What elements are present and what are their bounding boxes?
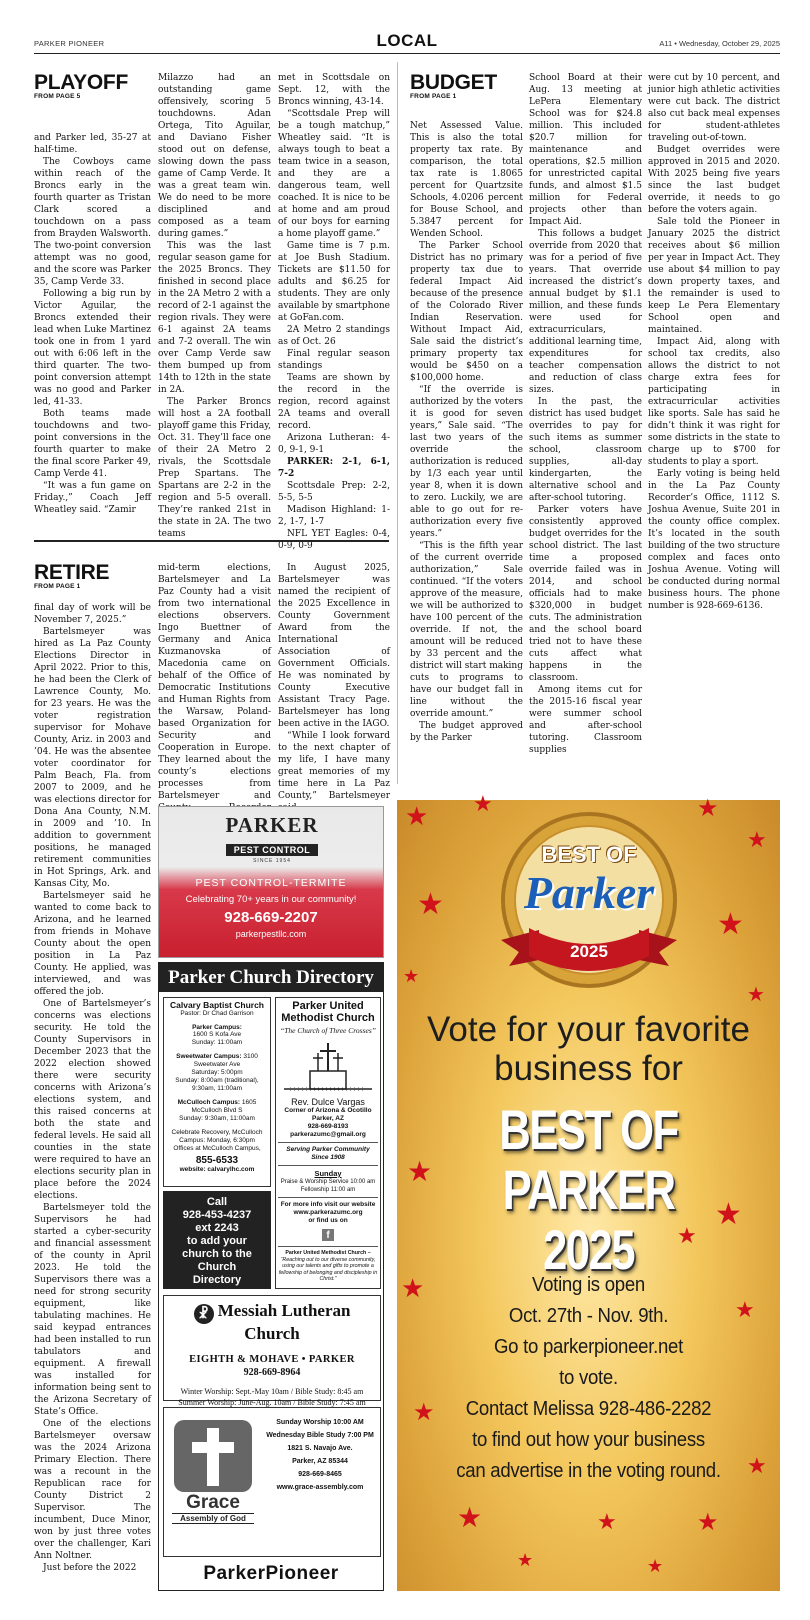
star-icon: ★ [401,1274,425,1304]
section-divider [34,540,389,542]
standings-row: Madison Highland: 1-2, 1-7, 1-7 [278,505,390,527]
calvary-campus-time: Sunday: 9:30am, 11:00am [179,1115,255,1122]
star-icon: ★ [417,887,444,922]
article-paragraph: “Scottsdale Prep will be a tough matchup,” Wheatley said. “It is always tough to beat a team twice in a season, and they are a dangerous team, well coached. It is nice to be at home and am proud of our boys for earning a home playoff game.” [278,109,390,239]
call-line: to add your [187,1235,247,1247]
article-paragraph: and Parker led, 35-27 at half-time. [34,133,151,155]
playoff-col-3 [278,72,391,551]
grace-bible-study: Wednesday Bible Study 7:00 PM [266,1432,374,1439]
church-directory-title: Parker Church Directory [159,963,383,992]
vote-prompt [397,1010,780,1088]
playoff-col-2 [158,72,271,539]
grace-address: 1821 S. Navajo Ave. [287,1445,353,1452]
retire-col-3 [278,562,390,801]
big-title-year: 2025 [543,1218,634,1281]
methodist-quote: “The Church of Three Crosses” [280,1026,376,1035]
messiah-lutheran-listing [163,1295,381,1407]
article-paragraph: Following a big run by Victor Aguilar, the Broncs extended their lead when Luke Martinez took one in from 1 yard out with 6:06 left in the third quarter. The two-point conversion attempt was no good and Parker led, 41-33. [34,289,151,407]
article-paragraph: The budget approved by the Parker [410,721,523,743]
standings-row: Arizona Lutheran: 4-0, 9-1, 9-1 [278,433,390,455]
methodist-more-info: For more info visit our website [280,1201,376,1208]
column-divider [397,62,398,784]
retire-from-page: FROM PAGE 1 [34,583,81,590]
star-icon: ★ [717,907,744,942]
voting-info-line: Contact Melissa 928-486-2282 [465,1398,712,1420]
messiah-title-row [164,1301,380,1344]
article-paragraph: Bartelsmeyer said he wanted to come back to Arizona, and he learned from friends in Mohave County about the open position in La Paz County. He applied, was interviewed, and was offered the job. [34,891,151,997]
star-icon: ★ [747,982,765,1006]
calvary-campus-label: McCulloch Campus: [177,1099,241,1106]
article-paragraph: Among items cut for the 2015-16 fiscal year were summer school and after-school tutoring. Classroom supplies [529,685,642,755]
call-line: Directory [192,1274,242,1286]
article-paragraph: mid-term elections, Bartelsmeyer and La Paz County had a visit from two international elections observers. Ingo Buettner of Germany and Anica Kuzmanovska of Macedonia came on behalf of the Office of Democratic Institutions and Human Rights from the Warsaw, Poland-based Organization for Security and Cooperation in Europe. They learned about the county’s elections processes from Bartelsmeyer and [158,563,271,801]
calvary-campus-time: Sunday: 11:00am [191,1039,243,1046]
budget-col-3 [648,72,780,788]
article-paragraph: Teams are shown by the record in the region, record against 2A teams and overall record. [278,373,390,431]
article-paragraph: Net Assessed Value. This is also the total property tax rate. By comparison, the total tax rate is 1.8065 percent for Quartzsite Schools, 4.0206 percent for Bouse School, and 5.3847 percent for Wenden School. [410,121,523,239]
article-paragraph: Game time is 7 p.m. at Joe Bush Stadium. Tickets are $11.50 for adults and $6.25 for students. They are only available by smartphone at GoFan.com. [278,241,391,323]
messiah-summer-schedule: Summer Worship: June-Aug. 10am / Bible Study: 7:45 am [178,1398,366,1407]
calvary-campus-time: Sunday: 8:00am (traditional), [175,1077,259,1084]
best-of-parker-badge [499,810,679,990]
methodist-reverend: Rev. Dulce Vargas [291,1097,365,1107]
calvary-campus-address: McCulloch Blvd S [191,1107,243,1114]
star-icon: ★ [597,1510,617,1535]
grace-address: Parker, AZ 85344 [292,1458,348,1465]
star-icon: ★ [403,966,420,987]
budget-col-2 [529,72,642,788]
parker-pioneer-logo: ParkerPioneer [203,1563,339,1584]
calvary-campus-label: Parker Campus: [192,1024,242,1031]
article-paragraph: In August 2025, Bartelsmeyer was named the recipient of the 2025 Excellence in County Government Award from the International Association of Government Officials. He was nominated by County Executive Assistant Tracy Page. Bartelsmeyer has long been active in the IAGO. [278,563,390,729]
methodist-service-time: Fellowship 11:00 am [300,1187,356,1193]
article-paragraph: Bartelsmeyer told the Supervisors he had started a cyber-security and financial assessment of the county in April 2023. He told the Supervisors there was a need for strong security equipment, like tabulating machines. He said keypad entrances had been installed to run tabulators and equipment. A firewall was installed for information being sent to the Arizona Secretary of State’s Office. [34,1203,151,1417]
article-paragraph: This follows a budget override from 2020 that was for a period of five years. That override increased the district’s annual budget by $1.1 million, and these funds were used for extracurriculars, additional learning time, expenditures for teacher compensation and reduction of class sizes. [529,229,642,395]
cross-icon [172,1418,254,1494]
facebook-icon: f [322,1229,334,1241]
article-paragraph: This was the last regular season game for the 2025 Broncs. They finished in second place in the 2A Metro 2 with a record of 2-1 against the region rivals. They were 6-1 against 2A teams and 7-2 overall. The win over Camp Verde saw them bumped up from 14th to 12th in the state in 2A. [158,241,271,395]
pest-control-ad [158,806,384,958]
article-paragraph: School Board at their Aug. 13 meeting at LePera Elementary School was for $24.8 million. This included $20.7 million for maintenance and operations, $2.5 million for unrestricted capital funds, and almost $1.5 million for Federal projects other than Impact Aid. [529,73,642,227]
retire-headline: RETIRE [34,561,110,584]
grace-logo-name: Grace [186,1492,240,1513]
star-icon: ★ [715,1197,742,1232]
voting-info-line: Voting is open [532,1274,645,1296]
pest-tagline: PEST CONTROL-TERMITE [195,877,347,889]
article-paragraph: Milazzo had an outstanding game offensively, scoring 5 touchdowns. Adan Ortega, Tito Aguilar, and Daviano Fisher stood out on defense, slowing down the pass game of Camp Verde. It was a great team win. We do need to be more disciplined and composed as a team during games.” [158,73,271,239]
pest-celebrating: Celebrating 70+ years in our community! [185,894,357,905]
badge-year: 2025 [570,942,608,961]
calvary-campus-number: 3100 [243,1053,258,1060]
vote-prompt-line: business for [494,1049,683,1088]
voting-info [397,1270,780,1487]
article-paragraph: The Parker Broncs will host a 2A football playoff game this Friday, Oct. 31. They’ll face one of their 2A Metro 2 rivals, the Scottsdale Prep Spartans. The Spartans are 2-2 in the region and 5-5 overall. They’re ranked 21st in the state in 2A. The two teams [158,397,271,539]
playoff-headline: PLAYOFF [34,71,128,94]
article-paragraph: “While I look forward to the next chapter of my life, I have many great memories of my time here in La Paz County,” Bartelsmeyer [278,731,390,801]
call-line: 928-453-4237 [182,1209,252,1221]
calvary-campus-address: 1600 S Kofa Ave [192,1031,242,1038]
star-icon: ★ [457,1501,483,1534]
pest-control-logo [201,813,343,864]
methodist-sunday-label: Sunday [314,1169,342,1178]
star-icon: ★ [735,1298,755,1323]
star-icon: ★ [517,1550,534,1571]
grace-website: www.grace-assembly.com [276,1484,364,1491]
methodist-serving: Since 1908 [311,1154,345,1161]
star-icon: ★ [747,828,767,853]
star-icon: ★ [413,1398,435,1426]
article-paragraph: final day of work will be November 7, 2025.” [34,603,151,625]
grace-logo-sub: Assembly of God [172,1513,254,1524]
call-line: Call [206,1196,228,1208]
parker-united-methodist-listing [275,997,381,1289]
article-paragraph: “If the override is authorized by the voters it is good for seven years,” Sale said. “The last two years of the override the authorization is reduced by 1/3 each year until year 8, when it is down to zero. Luckily, we are able to go out for re-authorization every five years.” [410,385,523,539]
calvary-pastor: Pastor: Dr Chad Garrison [180,1010,254,1017]
messiah-address: EIGHTH & MOHAVE • PARKER [189,1354,355,1365]
article-paragraph: The Cowboys came within reach of the Broncs early in the fourth quarter as Tristan Clark scored a touchdown on a pass from Brayden Walsworth. The two-point conversion attempt was no good, and the score was Parker 35, Camp Verde 33. [34,157,151,287]
playoff-col-1 [34,132,151,527]
standings-row: Scottsdale Prep: 2-2, 5-5, 5-5 [278,481,390,503]
messiah-phone: 928-669-8964 [243,1367,301,1378]
call-line: Church [197,1261,237,1273]
church-directory [158,962,384,1591]
calvary-website: website: calvarylhc.com [179,1166,255,1173]
star-icon: ★ [697,794,719,822]
chi-rho-icon: ☧ [194,1304,214,1324]
grace-assembly-listing [163,1407,381,1557]
page-header [34,30,780,54]
call-line: ext 2243 [195,1222,239,1234]
grace-worship: Sunday Worship 10:00 AM [276,1419,364,1426]
methodist-address: Parker, AZ [312,1115,344,1122]
grace-phone: 928-669-8465 [298,1471,342,1478]
star-icon: ★ [473,792,493,817]
badge-script-text: Parker [523,867,655,918]
pest-logo-sub: PEST CONTROL [226,844,319,856]
voting-info-line: to find out how your business [472,1429,705,1451]
calvary-campus-number: 1605 [241,1099,257,1106]
budget-headline: BUDGET [410,71,497,94]
publication-name: PARKER PIONEER [34,39,105,48]
voting-info-line: to vote. [559,1367,618,1389]
methodist-name: Methodist Church [281,1012,375,1024]
three-crosses-icon [278,1039,378,1095]
methodist-find-us: or find us on [308,1217,348,1224]
voting-info-line: Go to parkerpioneer.net [493,1336,684,1358]
star-icon: ★ [677,1224,697,1249]
grace-logo [172,1418,254,1528]
article-paragraph: Parker voters have consistently approved budget overrides for the school district. The last time a proposed override failed was in 2014, and school officials had to make $320,000 in budget cuts. The administration and the school board tried not to have these cuts affect what happens in the classroom. [529,505,642,683]
standings-row [278,456,390,480]
article-paragraph: Sale told the Pioneer in January 2025 the district receives about $6 million per year in Impact Act. They use about $4 million to pay down property taxes, and the remainder is used to keep Le Pera Elementary School open and maintained. [648,217,780,335]
article-paragraph: Budget overrides were approved in 2015 and 2020. With 2025 being five years since the last budget override, it needs to go before the voters again. [648,145,780,215]
playoff-from-page: FROM PAGE 5 [34,93,81,100]
retire-col-1 [34,602,151,1591]
methodist-address: Corner of Arizona & Ocotillo [284,1107,372,1114]
add-church-call-box [163,1191,271,1289]
article-paragraph: were cut by 10 percent, and junior high athletic activities were cut back. The district also cut back meal expenses for student-athletes traveling out-of-town. [648,73,780,143]
pest-logo-since: SINCE 1954 [253,858,291,864]
calvary-campus-time: Saturday: 5:00pm [191,1069,243,1076]
article-paragraph: Just before the 2022 [43,1563,137,1573]
voting-info-line: Oct. 27th - Nov. 9th. [508,1305,669,1327]
article-paragraph: Early voting is being held in the La Paz County Recorder’s Office, 1112 S. Joshua Avenue, Suite 201 in the county office complex. It’s located in the south building of the two structure complex and faces onto Joshua Avenue. Voting will be conducted during normal business hours. The phone number is 928-669-6136. [648,469,780,611]
article-paragraph: Both teams made touchdowns and two-point conversions in the fourth quarter to make the final score Parker 49, Camp Verde 41. [34,409,151,479]
methodist-name: Parker United [292,1000,364,1012]
standings-row-parker: PARKER: 2-1, 6-1, 7-2 [278,457,390,479]
standings-row: NFL YET Eagles: 0-4, 0-9, 0-9 [278,529,390,551]
calvary-phone: 855-6533 [195,1155,239,1166]
messiah-winter-schedule: Winter Worship: Sept.-May 10am / Bible Study: 8:45 am [180,1387,364,1396]
article-paragraph: “It was a fun game on Friday.,” Coach Jeff Wheatley said. “Zamir [34,481,151,515]
retire-col-2 [158,562,271,801]
section-title: LOCAL [376,31,438,50]
star-icon: ★ [405,802,429,832]
grace-details [262,1416,378,1494]
methodist-mission: “Reaching out to our diverse community, using our talents and gifts to promote a fellowship of belonging and discipleship in Christ.” [278,1256,378,1282]
calvary-campus-time: 9:30am, 11:00am [191,1085,243,1092]
calvary-campus-address: Sweetwater Ave [193,1061,241,1068]
methodist-service-time: Praise & Worship Service 10:00 am [280,1179,376,1185]
star-icon: ★ [747,1454,767,1479]
badge-top-text: BEST OF [541,842,637,867]
voting-info-line: can advertise in the voting round. [456,1460,721,1482]
star-icon: ★ [647,1556,664,1577]
star-icon: ★ [697,1508,719,1536]
calvary-recovery: Celebrate Recovery, McCulloch [171,1129,263,1136]
best-of-parker-ad [397,792,780,1591]
pest-website: parkerpestllc.com [235,929,307,939]
calvary-baptist-listing [163,997,271,1187]
article-paragraph: 2A Metro 2 standings as of Oct. 26 [278,325,390,347]
article-paragraph: The Parker School District has no primary property tax due to federal Impact Aid because of the presence of the Colorado River Indian Reservation. Without Impact Aid, Sale said the district’s primary property tax would be $450 on a $100,000 home. [410,241,523,383]
calvary-recovery: Campus: Monday, 6:30pm [179,1137,255,1144]
messiah-name: Messiah Lutheran Church [217,1301,351,1343]
budget-col-1 [410,120,523,788]
article-paragraph: In the past, the district has used budget overrides to pay for such items as summer school, classroom supplies, all-day kindergarten, the alternative school and after-school tutoring. [529,397,642,503]
methodist-bottom-title: Parker United Methodist Church – [285,1250,371,1256]
star-icon: ★ [407,1155,433,1188]
article-paragraph: One of the elections Bartelsmeyer oversaw was the 2024 Arizona Primary Election. There was a recount in the Republican race for County District 2 Supervisor. The incumbent, Duce Minor, won by just three votes over the challenger, Kari Ann Noltner. [34,1419,151,1561]
article-paragraph: “This is the fifth year of the current override authorization,” Sale continued. “If the voters approve of the measure, we will be authorized to have 100 percent of the override. If not, the amount will be reduced by 33 percent and the district will start making cuts to programs to have our budget fall in line without the override amount.” [410,541,523,719]
methodist-phone: 928-669-8193 [307,1123,349,1130]
big-title-line: BEST OF PARKER [499,1098,678,1221]
calvary-recovery: Offices at McCulloch Campus, [173,1145,261,1152]
article-paragraph: Bartelsmeyer was hired as La Paz County Elections Director in April 2022. Prior to this, he had been the Clerk of Lawrence County, Mo. for 23 years. He was the voter registration supervisor for Mohave County, Ariz. in 2003 and ’04. He was the absentee voter coordinator for Palm Beach, Fla. from 2007 to 2009, and he was elections director for Dona Ana County, N.M. in 2009 and ’10. In addition to government positions, he managed retirement communities in Hot Springs, Ark. and Kansas City, Mo. [34,627,151,889]
article-paragraph: One of Bartelsmeyer’s concerns was elections security. He told the County Supervisors in December 2023 that the 2022 election showed there were security concerns with Arizona’s elections system, and this raised concerns at both the state and federal levels. He said all counties in the state were required to have an elections security plan in place before the 2024 elections. [34,999,151,1201]
budget-from-page: FROM PAGE 1 [410,93,457,100]
calvary-campus-label: Sweetwater Campus: [176,1053,242,1060]
calvary-name: Calvary Baptist Church [170,1000,264,1010]
pest-phone: 928-669-2207 [224,909,318,926]
pest-logo-main: PARKER [225,813,319,837]
methodist-serving: Serving Parker Community [286,1146,370,1153]
best-of-parker-title [439,1100,738,1280]
article-paragraph: Impact Aid, along with school tax credits, also allows the district to not charge extra fees for participating in extracurricular activities like sports. Sale has said he didn’t think it was right for some districts in the state to charge up to $700 for students to play a sport. [648,337,780,467]
page-date: A11 • Wednesday, October 29, 2025 [659,39,780,48]
vote-prompt-line: Vote for your favorite [427,1010,750,1049]
article-paragraph: Final regular season standings [278,349,390,371]
methodist-website: www.parkerazumc.org [293,1209,363,1216]
call-line: church to the [182,1248,252,1260]
methodist-email: parkerazumc@gmail.org [290,1131,366,1138]
article-paragraph: met in Scottsdale on Sept. 12, with the Broncs winning, 43-14. [278,73,390,107]
